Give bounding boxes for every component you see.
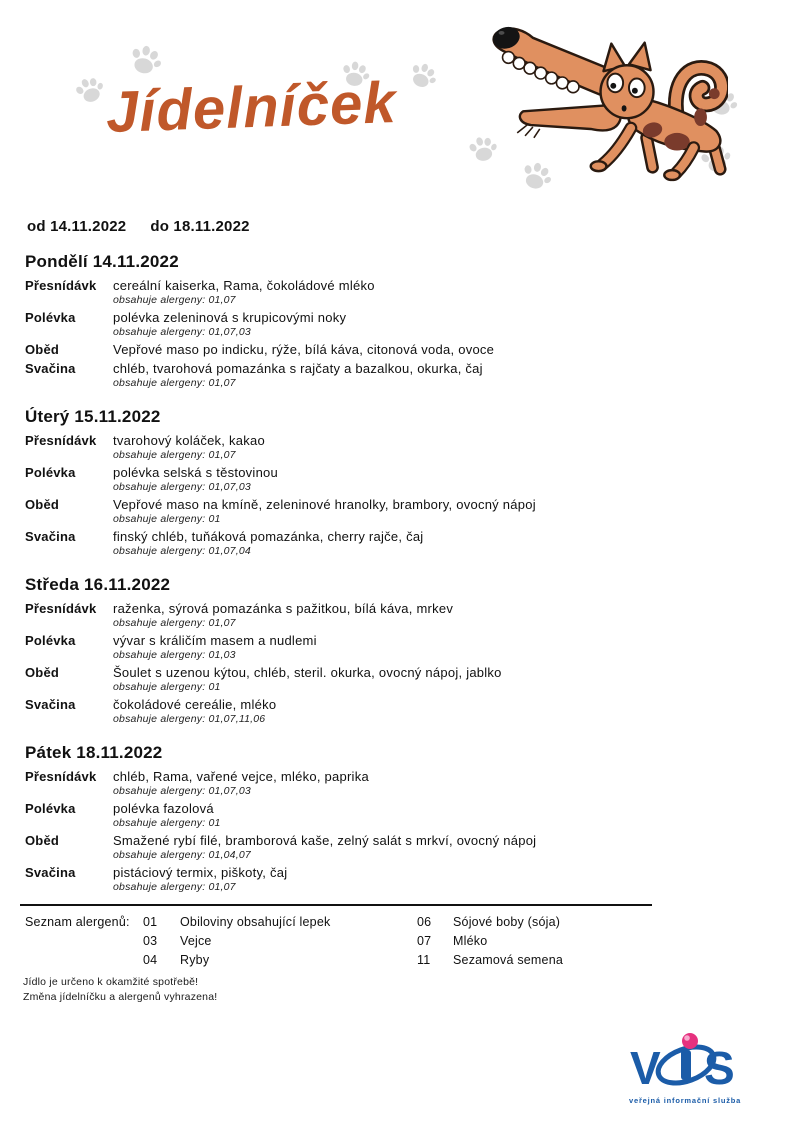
meal-text: Šoulet s uzenou kýtou, chléb, steril. okurka, ovocný nápoj, jablko <box>113 665 502 680</box>
meal-text: Smažené rybí filé, bramborová kaše, zelný salát s mrkví, ovocný nápoj <box>113 833 537 848</box>
allergen-note: obsahuje alergeny: 01,03 <box>113 649 236 661</box>
menu-row <box>25 342 769 358</box>
day-section-tuesday <box>25 407 769 558</box>
meal-text: polévka fazolová <box>113 801 214 816</box>
allergen-note: obsahuje alergeny: 01,07 <box>113 449 236 461</box>
allergen-name: Obiloviny obsahující lepek <box>180 915 331 929</box>
vis-logo <box>628 1030 750 1110</box>
allergen-code: 01 <box>143 915 158 929</box>
day-title: Středa 16.11.2022 <box>25 575 171 594</box>
allergen-note: obsahuje alergeny: 01,07,04 <box>113 545 251 557</box>
meal-type-label: Polévka <box>25 633 76 648</box>
allergen-note: obsahuje alergeny: 01,07 <box>113 377 236 389</box>
meal-text: pistáciový termix, piškoty, čaj <box>113 865 288 880</box>
meal-type-label: Oběd <box>25 833 60 848</box>
page-title: Jídelníček <box>104 69 398 146</box>
menu-content <box>0 252 794 894</box>
allergen-note: obsahuje alergeny: 01,07,03 <box>113 326 251 338</box>
vis-letter-s: S <box>704 1042 735 1094</box>
allergen-note: obsahuje alergeny: 01,07 <box>113 294 236 306</box>
vis-letter-v: V <box>630 1042 661 1094</box>
note-changes: Změna jídelníčku a alergenů vyhrazena! <box>23 991 218 1003</box>
meal-text: chléb, tvarohová pomazánka s rajčaty a bazalkou, okurka, čaj <box>113 361 483 376</box>
allergen-name: Ryby <box>180 953 210 967</box>
menu-row <box>25 801 769 830</box>
day-title: Úterý 15.11.2022 <box>25 407 161 426</box>
day-section-friday <box>25 743 769 894</box>
legend-row <box>25 913 794 932</box>
menu-row <box>25 497 769 526</box>
vis-i-dot-highlight <box>684 1035 690 1041</box>
date-from-label: od 14.11.2022 <box>27 218 127 235</box>
meal-type-label: Svačina <box>25 361 76 376</box>
meal-text: čokoládové cereálie, mléko <box>113 697 277 712</box>
meal-type-label: Oběd <box>25 342 60 357</box>
menu-row <box>25 278 769 307</box>
menu-row <box>25 665 769 694</box>
meal-type-label: Přesnídávk <box>25 278 97 293</box>
footer-notes <box>23 975 794 1005</box>
day-section-wednesday <box>25 575 769 726</box>
header <box>0 0 794 212</box>
allergen-code: 11 <box>417 953 431 967</box>
allergen-code: 06 <box>417 915 432 929</box>
meal-type-label: Přesnídávk <box>25 433 97 448</box>
allergen-note: obsahuje alergeny: 01,07,03 <box>113 785 251 797</box>
menu-row <box>25 865 769 894</box>
meal-type-label: Polévka <box>25 801 76 816</box>
menu-row <box>25 529 769 558</box>
menu-row <box>25 633 769 662</box>
meal-text: polévka selská s těstovinou <box>113 465 279 480</box>
meal-type-label: Svačina <box>25 697 76 712</box>
menu-row <box>25 601 769 630</box>
meal-text: chléb, Rama, vařené vejce, mléko, paprika <box>113 769 369 784</box>
allergen-code: 03 <box>143 934 158 948</box>
footer-divider <box>20 904 652 906</box>
meal-text: cereální kaiserka, Rama, čokoládové mléko <box>113 278 375 293</box>
vis-i-stem-shape <box>681 1050 691 1080</box>
meal-type-label: Přesnídávk <box>25 769 97 784</box>
meal-text: finský chléb, tuňáková pomazánka, cherry rajče, čaj <box>113 529 424 544</box>
allergen-code: 07 <box>417 934 432 948</box>
legend-heading: Seznam alergenů: <box>25 915 130 929</box>
day-title: Pátek 18.11.2022 <box>25 743 163 762</box>
day-title: Pondělí 14.11.2022 <box>25 252 179 271</box>
allergen-name: Mléko <box>453 934 488 948</box>
date-range <box>27 218 794 235</box>
meal-text: polévka zeleninová s krupicovými noky <box>113 310 347 325</box>
meal-type-label: Přesnídávk <box>25 601 97 616</box>
menu-row <box>25 697 769 726</box>
menu-row <box>25 833 769 862</box>
vis-tagline: veřejná informační služba <box>629 1096 742 1105</box>
meal-type-label: Svačina <box>25 865 76 880</box>
meal-text: raženka, sýrová pomazánka s pažitkou, bílá káva, mrkev <box>113 601 454 616</box>
meal-text: tvarohový koláček, kakao <box>113 433 265 448</box>
paw-print-icon <box>403 57 441 95</box>
menu-row <box>25 465 769 494</box>
paw-print-icon <box>70 71 109 110</box>
vis-i-dot <box>682 1033 698 1049</box>
date-to-label: do 18.11.2022 <box>150 218 250 235</box>
meal-text: Vepřové maso na kmíně, zeleninové hranolky, brambory, ovocný nápoj <box>113 497 536 512</box>
allergen-name: Sezamová semena <box>453 953 564 967</box>
day-section-monday <box>25 252 769 390</box>
allergen-legend <box>25 913 794 970</box>
allergen-note: obsahuje alergeny: 01,07,03 <box>113 481 251 493</box>
meal-type-label: Oběd <box>25 497 60 512</box>
allergen-note: obsahuje alergeny: 01 <box>113 513 221 525</box>
legend-row <box>25 951 794 970</box>
meal-type-label: Oběd <box>25 665 60 680</box>
allergen-note: obsahuje alergeny: 01 <box>113 817 221 829</box>
allergen-name: Vejce <box>180 934 212 948</box>
meal-type-label: Polévka <box>25 465 76 480</box>
note-consume: Jídlo je určeno k okamžité spotřebě! <box>23 976 199 988</box>
allergen-note: obsahuje alergeny: 01,04,07 <box>113 849 251 861</box>
meal-text: vývar s králičím masem a nudlemi <box>113 633 317 648</box>
allergen-name: Sójové boby (sója) <box>453 915 561 929</box>
meal-type-label: Polévka <box>25 310 76 325</box>
legend-row <box>25 932 794 951</box>
allergen-note: obsahuje alergeny: 01,07 <box>113 617 236 629</box>
allergen-note: obsahuje alergeny: 01 <box>113 681 221 693</box>
dog-illustration <box>478 22 728 184</box>
allergen-code: 04 <box>143 953 158 967</box>
menu-row <box>25 310 769 339</box>
allergen-note: obsahuje alergeny: 01,07 <box>113 881 236 893</box>
meal-type-label: Svačina <box>25 529 76 544</box>
paw-print-icon <box>124 40 166 82</box>
menu-row <box>25 433 769 462</box>
menu-row <box>25 769 769 798</box>
meal-text: Vepřové maso po indicku, rýže, bílá káva, citonová voda, ovoce <box>113 342 495 357</box>
menu-row <box>25 361 769 390</box>
allergen-note: obsahuje alergeny: 01,07,11,06 <box>113 713 266 725</box>
